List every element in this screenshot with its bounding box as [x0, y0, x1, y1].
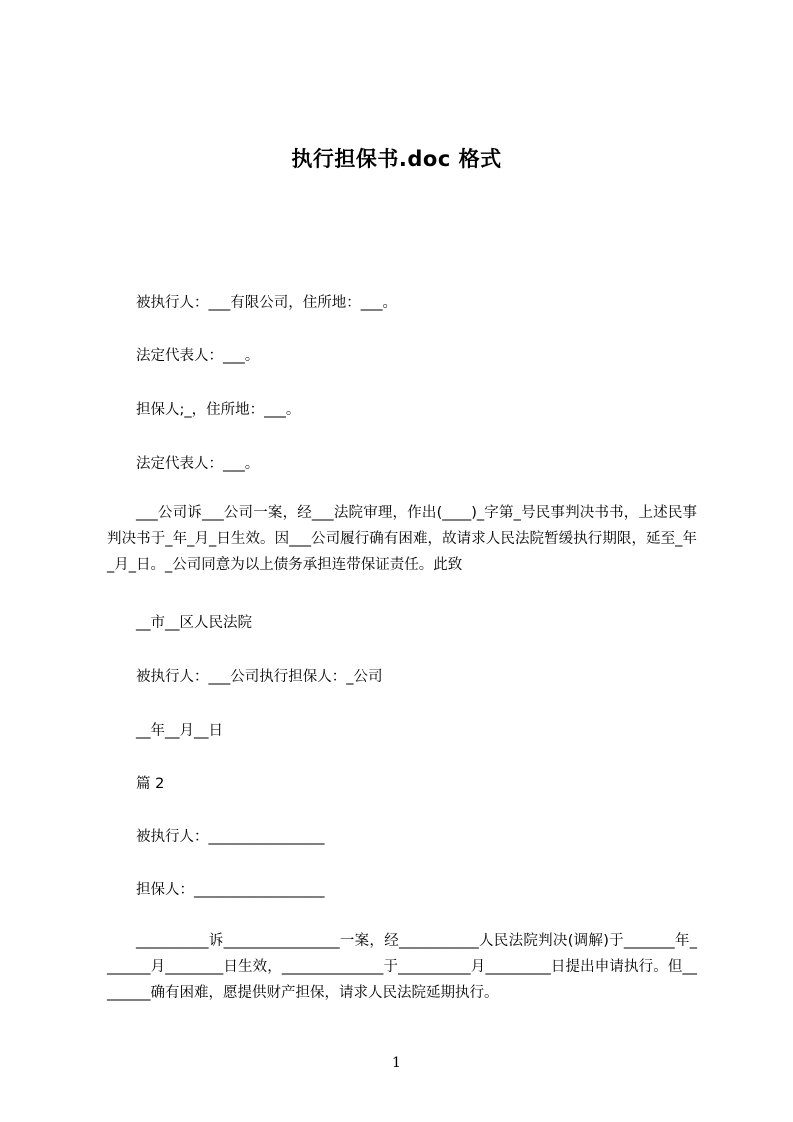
section-heading: 篇 2: [136, 776, 165, 792]
paragraph-guarantee-statement: __________诉________________一案，经___________人民法院判决(调解)于_______年_______月________日生效，______________于__________月_________日提出申请执行。但________确有困难，愿提供财产担保，请求人民法院延期执行。: [107, 933, 697, 1001]
line-executed-party: 被执行人：___有限公司，住所地：___。: [136, 295, 397, 311]
line-signatures: 被执行人：___公司执行担保人：_公司: [136, 669, 383, 685]
document-title: 执行担保书.doc 格式: [291, 147, 502, 171]
line-guarantor-2: 担保人：__________________: [136, 882, 325, 898]
line-legal-representative-2: 法定代表人：___。: [136, 456, 260, 472]
line-date: __年__月__日: [136, 723, 223, 739]
line-guarantor: 担保人;_，住所地：___。: [136, 402, 301, 418]
paragraph-case-statement: ___公司诉___公司一案，经___法院审理，作出(____)_字第_号民事判决书书，上述民事判决书于_年_月_日生效。因___公司履行确有困难，故请求人民法院暂缓执行期限，延至_年_月_日。_公司同意为以上债务承担连带保证责任。此致: [107, 505, 697, 573]
line-court-addressee: __市__区人民法院: [136, 615, 252, 631]
page-number: 1: [392, 1055, 401, 1071]
line-legal-representative-1: 法定代表人：___。: [136, 348, 260, 364]
line-executed-party-2: 被执行人：________________: [136, 829, 325, 845]
